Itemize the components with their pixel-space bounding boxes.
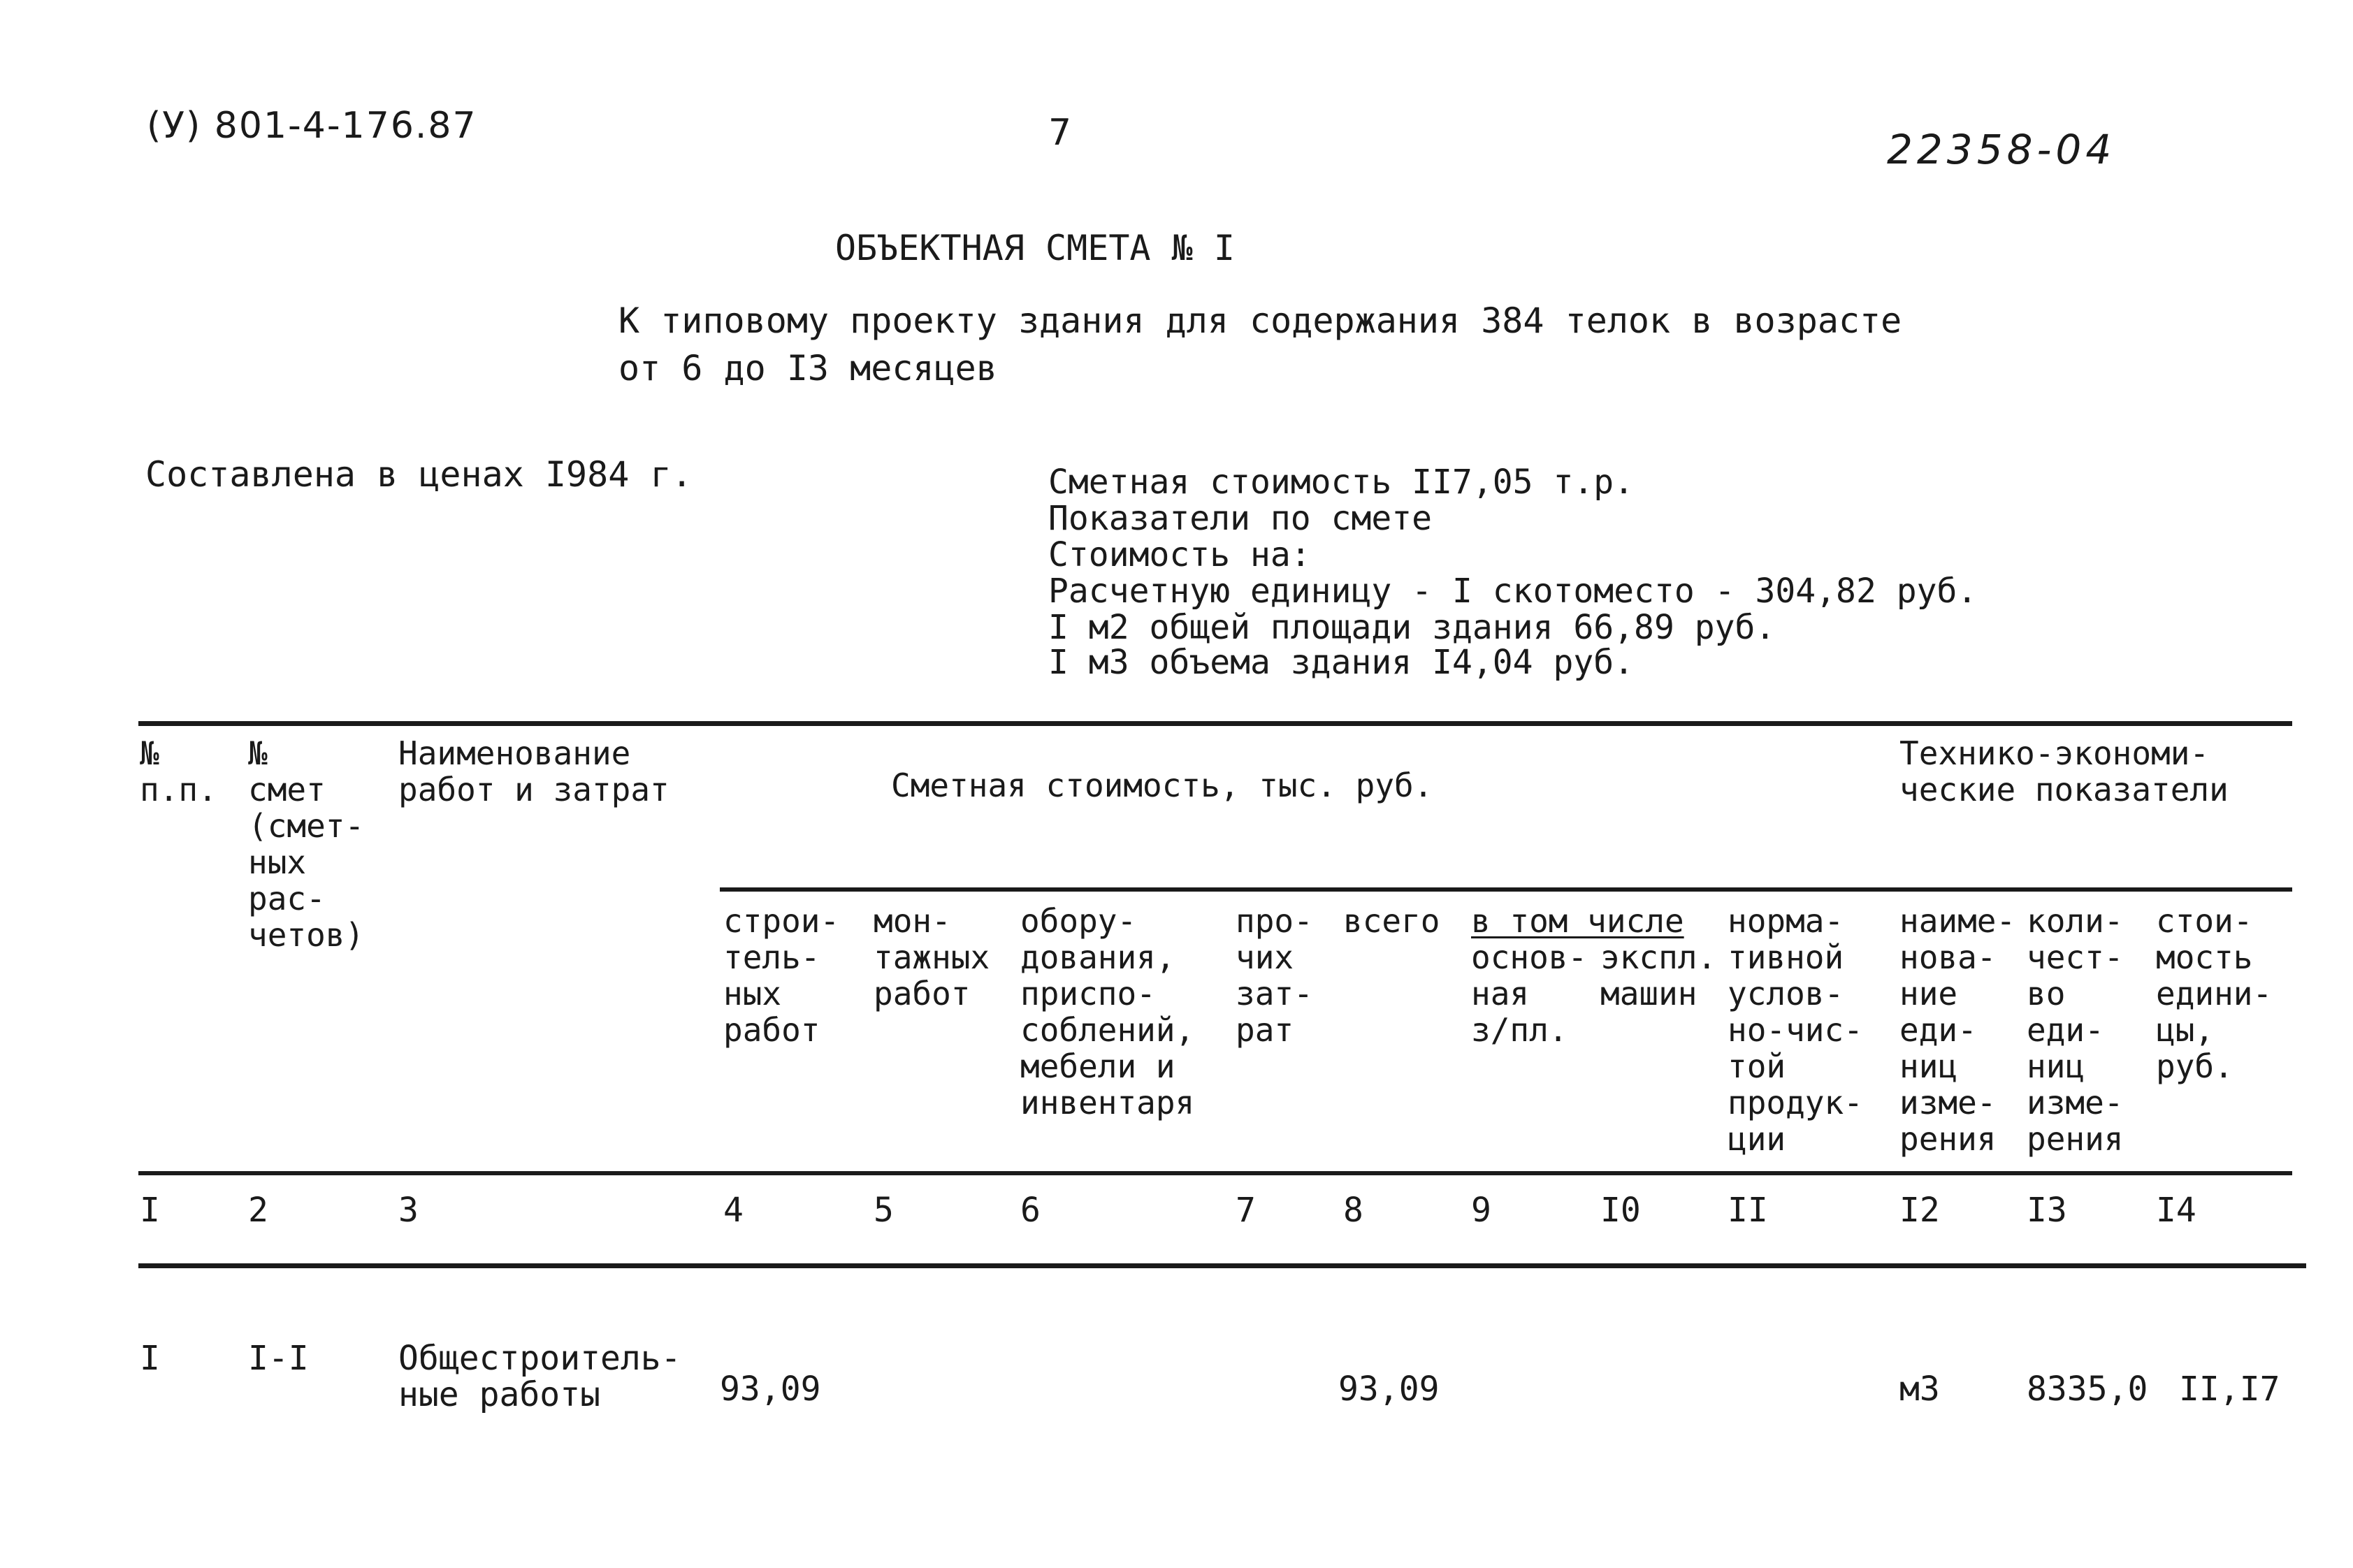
column-number: 6	[1020, 1191, 1041, 1230]
cell-total: 93,09	[1338, 1370, 1440, 1409]
column-number: 5	[874, 1191, 894, 1230]
col-header-construction: строи- тель- ных работ	[723, 902, 840, 1049]
cell-construction: 93,09	[720, 1370, 821, 1409]
col-header-quantity: коли- чест- во еди- ниц изме- рения	[2027, 902, 2124, 1158]
column-number: I0	[1600, 1191, 1641, 1230]
column-number: I4	[2156, 1191, 2196, 1230]
column-number: 2	[248, 1191, 268, 1230]
column-number: II	[1728, 1191, 1768, 1230]
cell-estimate-no: I-I	[248, 1339, 309, 1378]
column-number: I	[140, 1191, 160, 1230]
column-number: 4	[723, 1191, 744, 1230]
column-number: I3	[2027, 1191, 2067, 1230]
cell-quantity: 8335,0	[2027, 1370, 2148, 1409]
cell-unit-cost: II,I7	[2179, 1370, 2280, 1409]
prices-note: Составлена в ценах I984 г.	[145, 454, 693, 495]
column-number: 9	[1471, 1191, 1491, 1230]
column-number: 3	[398, 1191, 419, 1230]
col-header-installation: мон- тажных работ	[874, 902, 990, 1012]
col-header-unit-name: наиме- нова- ние еди- ниц изме- рения	[1899, 902, 2016, 1158]
col-header-wages: основ- ная з/пл.	[1471, 938, 1588, 1049]
cell-name: Общестроитель- ные работы	[398, 1339, 681, 1414]
header-bottom-rule	[138, 1171, 2292, 1175]
numbers-bottom-rule	[138, 1263, 2306, 1268]
subtitle-line-1: К типовому проекту здания для содержания 384 телок в возрасте	[618, 300, 1902, 341]
col-header-total: всего	[1343, 902, 1440, 940]
cost-group-rule	[720, 887, 2292, 892]
column-number: 8	[1343, 1191, 1363, 1230]
info-line: Стоимость на:	[1048, 535, 1311, 574]
info-line: I м2 общей площади здания 66,89 руб.	[1048, 608, 1776, 647]
column-number: I2	[1899, 1191, 1940, 1230]
info-line: I м3 объема здания I4,04 руб.	[1048, 643, 1635, 682]
col-header-unit-cost: стои- мость едини- цы, руб.	[2156, 902, 2273, 1085]
col-header-equipment: обору- дования, приспо- соблений, мебели и инвентаря	[1020, 902, 1195, 1121]
document-title: ОБЪЕКТНАЯ СМЕТА № I	[835, 228, 1235, 268]
col-header-name: Наименование работ и затрат	[398, 734, 669, 808]
column-number: 7	[1236, 1191, 1256, 1230]
col-header-net-production: норма- тивной услов- но-чис- той продук- ции	[1728, 902, 1863, 1158]
cell-unit: м3	[1899, 1370, 1940, 1409]
document-code-right: 22358-04	[1887, 126, 2116, 173]
col-header-including: в том числе	[1471, 902, 1684, 940]
col-header-estimate-no: № смет (смет- ных рас- четов)	[248, 734, 365, 954]
page-number: 7	[1048, 112, 1073, 154]
document-code-left: (У) 801-4-176.87	[147, 105, 477, 147]
cell-no: I	[140, 1339, 160, 1378]
info-line: Расчетную единицу - I скотоместо - 304,82 руб.	[1048, 572, 1978, 611]
col-header-no: № п.п.	[140, 734, 217, 808]
info-line: Показатели по смете	[1048, 499, 1433, 538]
col-header-other: про- чих зат- рат	[1236, 902, 1313, 1049]
subtitle-line-2: от 6 до I3 месяцев	[618, 348, 997, 389]
group-header-technical: Технико-экономи- ческие показатели	[1899, 734, 2229, 808]
table-top-rule	[138, 721, 2292, 726]
info-line: Сметная стоимость II7,05 т.р.	[1048, 463, 1635, 502]
group-header-cost: Сметная стоимость, тыс. руб.	[891, 767, 1433, 804]
col-header-machines: экспл. машин	[1600, 938, 1717, 1012]
